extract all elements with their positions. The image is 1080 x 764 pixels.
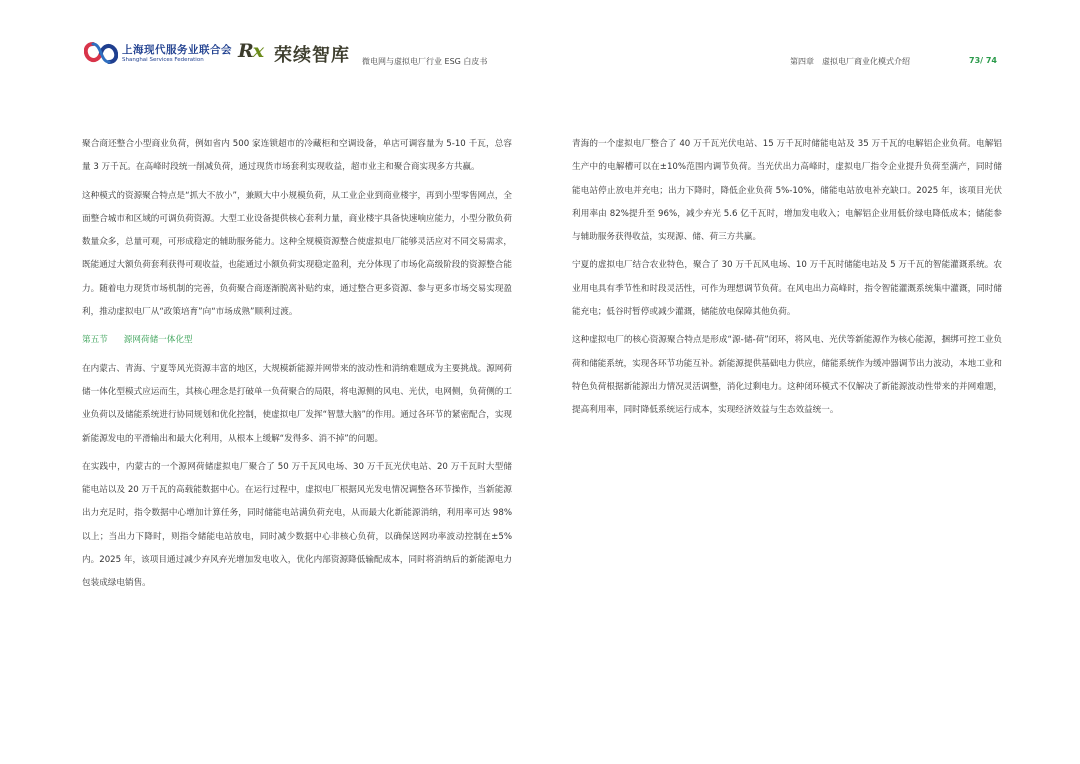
left-column <box>82 133 512 601</box>
paragraph: 聚合商还整合小型商业负荷，例如省内 500 家连锁超市的冷藏柜和空调设备，单店可调容量为 5-10 千瓦，总容量 3 万千瓦。在高峰时段统一削减负荷，通过现货市场套利实现收益，超市业主和聚合商实现多方共赢。 <box>82 139 512 173</box>
section-title: 源网荷储一体化型 <box>123 335 193 346</box>
rx-brand-icon: Rx <box>238 40 264 62</box>
federation-logo-icon <box>84 40 118 66</box>
paragraph: 宁夏的虚拟电厂结合农业特色，聚合了 30 万千瓦风电场、10 万千瓦时储能电站及 5 万千瓦的智能灌溉系统。农业用电具有季节性和时段灵活性，可作为理想调节负荷。在风电出力高峰时，指令智能灌溉系统集中灌溉，同时储能充电；低谷时暂停或减少灌溉，储能放电保障其他负荷。 <box>572 260 1002 318</box>
paragraph: 这种模式的资源聚合特点是“抓大不放小”，兼顾大中小规模负荷，从工业企业到商业楼宇，再到小型零售网点，全面整合城市和区域的可调负荷资源。大型工业设备提供核心套利力量，商业楼宇具备快速响应能力，小型分散负荷数量众多，总量可观，可形成稳定的辅助服务能力。这种全规模资源整合使虚拟电厂能够灵活应对不同交易需求，既能通过大额负荷套利获得可观收益，也能通过小额负荷实现稳定盈利，充分体现了市场化高级阶段的资源整合能力。随着电力现货市场机制的完善，负荷聚合商逐渐脱离补贴约束，通过整合更多资源、参与更多市场交易实现盈利，推动虚拟电厂从“政策培育”向“市场成熟”顺利过渡。 <box>82 190 513 318</box>
paragraph: 在内蒙古、青海、宁夏等风光资源丰富的地区，大规模新能源并网带来的波动性和消纳难题成为主要挑战。源网荷储一体化型模式应运而生，其核心理念是打破单一负荷聚合的局限，将电源侧的风电、光伏，电网侧，负荷侧的工业负荷以及储能系统进行协同规划和优化控制，使虚拟电厂发挥“智慧大脑”的作用。通过各环节的紧密配合，实现新能源发电的平滑输出和最大化利用，从根本上缓解“发得多、消不掉”的问题。 <box>82 363 513 444</box>
page-number: 73/ 74 <box>969 56 997 65</box>
paragraph: 这种虚拟电厂的核心资源聚合特点是形成“源-储-荷”闭环，将风电、光伏等新能源作为核心能源，捆绑可控工业负荷和储能系统，实现各环节功能互补。新能源提供基础电力供应，储能系统作为缓冲器调节出力波动，本地工业和特色负荷根据新能源出力情况灵活调整，消化过剩电力。这种闭环模式不仅解决了新能源波动性带来的并网难题，提高利用率，同时降低系统运行成本，实现经济效益与生态效益统一。 <box>572 335 1002 416</box>
brand-name: 荣续智库 <box>274 45 350 66</box>
paragraph: 青海的一个虚拟电厂整合了 40 万千瓦光伏电站、15 万千瓦时储能电站及 35 万千瓦的电解铝企业负荷。电解铝生产中的电解槽可以在±10%范围内调节负荷。当光伏出力高峰时，虚拟电厂指令企业提升负荷至满产，同时储能电站停止放电并充电；出力下降时，降低企业负荷 5%-10%，储能电站放电补充缺口。2025 年，该项目光伏利用率由 82%提升至 96%，减少弃光 5.6 亿千瓦时，增加发电收入；电解铝企业用低价绿电降低成本；储能参与辅助服务获得收益，实现源、储、荷三方共赢。 <box>572 139 1002 243</box>
federation-name-en: Shanghai Services Federation <box>122 57 204 63</box>
chapter-title: 第四章 虚拟电厂商业化模式介绍 <box>790 57 910 66</box>
right-column <box>572 133 1002 428</box>
document-title: 微电网与虚拟电厂行业 ESG 白皮书 <box>362 57 488 66</box>
federation-logo <box>84 40 232 70</box>
section-number: 第五节 <box>82 335 108 346</box>
section-heading <box>82 329 512 352</box>
page-header <box>0 0 1080 80</box>
paragraph: 在实践中，内蒙古的一个源网荷储虚拟电厂聚合了 50 万千瓦风电场、30 万千瓦光伏电站、20 万千瓦时大型储能电站以及 20 万千瓦的高载能数据中心。在运行过程中，虚拟电厂根据风光发电情况调整各环节操作，当新能源出力充足时，指令数据中心增加计算任务，同时储能电站满负荷充电，从而最大化新能源消纳，利用率可达 98%以上；当出力下降时，则指令储能电站放电，同时减少数据中心非核心负荷，以确保送网功率波动控制在±5%内。2025 年，该项目通过减少弃风弃光增加发电收入，优化内部资源降低输配成本，同时将消纳后的新能源电力包装成绿电销售。 <box>82 461 512 589</box>
federation-name-cn: 上海现代服务业联合会 <box>122 44 232 56</box>
